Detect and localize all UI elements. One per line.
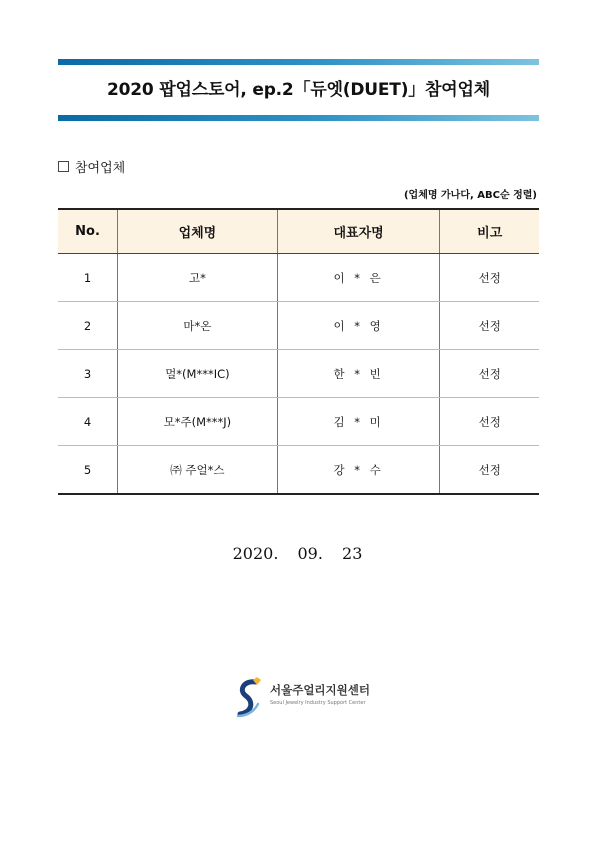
cell-no: 3 xyxy=(58,350,118,398)
cell-representative: 강 * 수 xyxy=(277,446,440,495)
cell-company: 모*주(M***J) xyxy=(118,398,278,446)
logo-mark-icon xyxy=(232,674,266,718)
cell-no: 4 xyxy=(58,398,118,446)
top-decorative-band xyxy=(58,59,539,65)
square-bullet-icon xyxy=(58,161,69,172)
header-company: 업체명 xyxy=(118,209,278,254)
cell-company: ㈜ 주얼*스 xyxy=(118,446,278,495)
cell-no: 1 xyxy=(58,254,118,302)
sort-note: (업체명 가나다, ABC순 정렬) xyxy=(403,190,537,201)
bottom-decorative-band xyxy=(58,115,539,121)
participant-table xyxy=(58,208,539,495)
cell-company: 마*온 xyxy=(118,302,278,350)
center-logo xyxy=(232,674,372,718)
cell-remark: 선정 xyxy=(440,350,539,398)
table-row xyxy=(58,446,539,495)
cell-remark: 선정 xyxy=(440,398,539,446)
section-heading xyxy=(58,157,125,176)
header-no: No. xyxy=(58,209,118,254)
table-row xyxy=(58,350,539,398)
cell-representative: 김 * 미 xyxy=(277,398,440,446)
cell-company: 고* xyxy=(118,254,278,302)
cell-representative: 이 * 은 xyxy=(277,254,440,302)
table-header-row xyxy=(58,209,539,254)
table-row xyxy=(58,254,539,302)
cell-no: 5 xyxy=(58,446,118,495)
table-row xyxy=(58,302,539,350)
document-title: 2020 팝업스토어, ep.2「듀엣(DUET)」참여업체 xyxy=(107,80,490,100)
cell-remark: 선정 xyxy=(440,446,539,495)
section-label: 참여업체 xyxy=(75,161,126,176)
document-date: 2020. 09. 23 xyxy=(232,544,363,563)
logo-name: 서울주얼리지원센터 xyxy=(270,683,370,697)
header-remark: 비고 xyxy=(440,209,539,254)
cell-representative: 한 * 빈 xyxy=(277,350,440,398)
cell-company: 멀*(M***IC) xyxy=(118,350,278,398)
header-representative: 대표자명 xyxy=(277,209,440,254)
cell-remark: 선정 xyxy=(440,302,539,350)
cell-remark: 선정 xyxy=(440,254,539,302)
cell-no: 2 xyxy=(58,302,118,350)
logo-subtitle: Seoul Jewelry Industry Support Center xyxy=(270,700,366,706)
table-row xyxy=(58,398,539,446)
cell-representative: 이 * 영 xyxy=(277,302,440,350)
